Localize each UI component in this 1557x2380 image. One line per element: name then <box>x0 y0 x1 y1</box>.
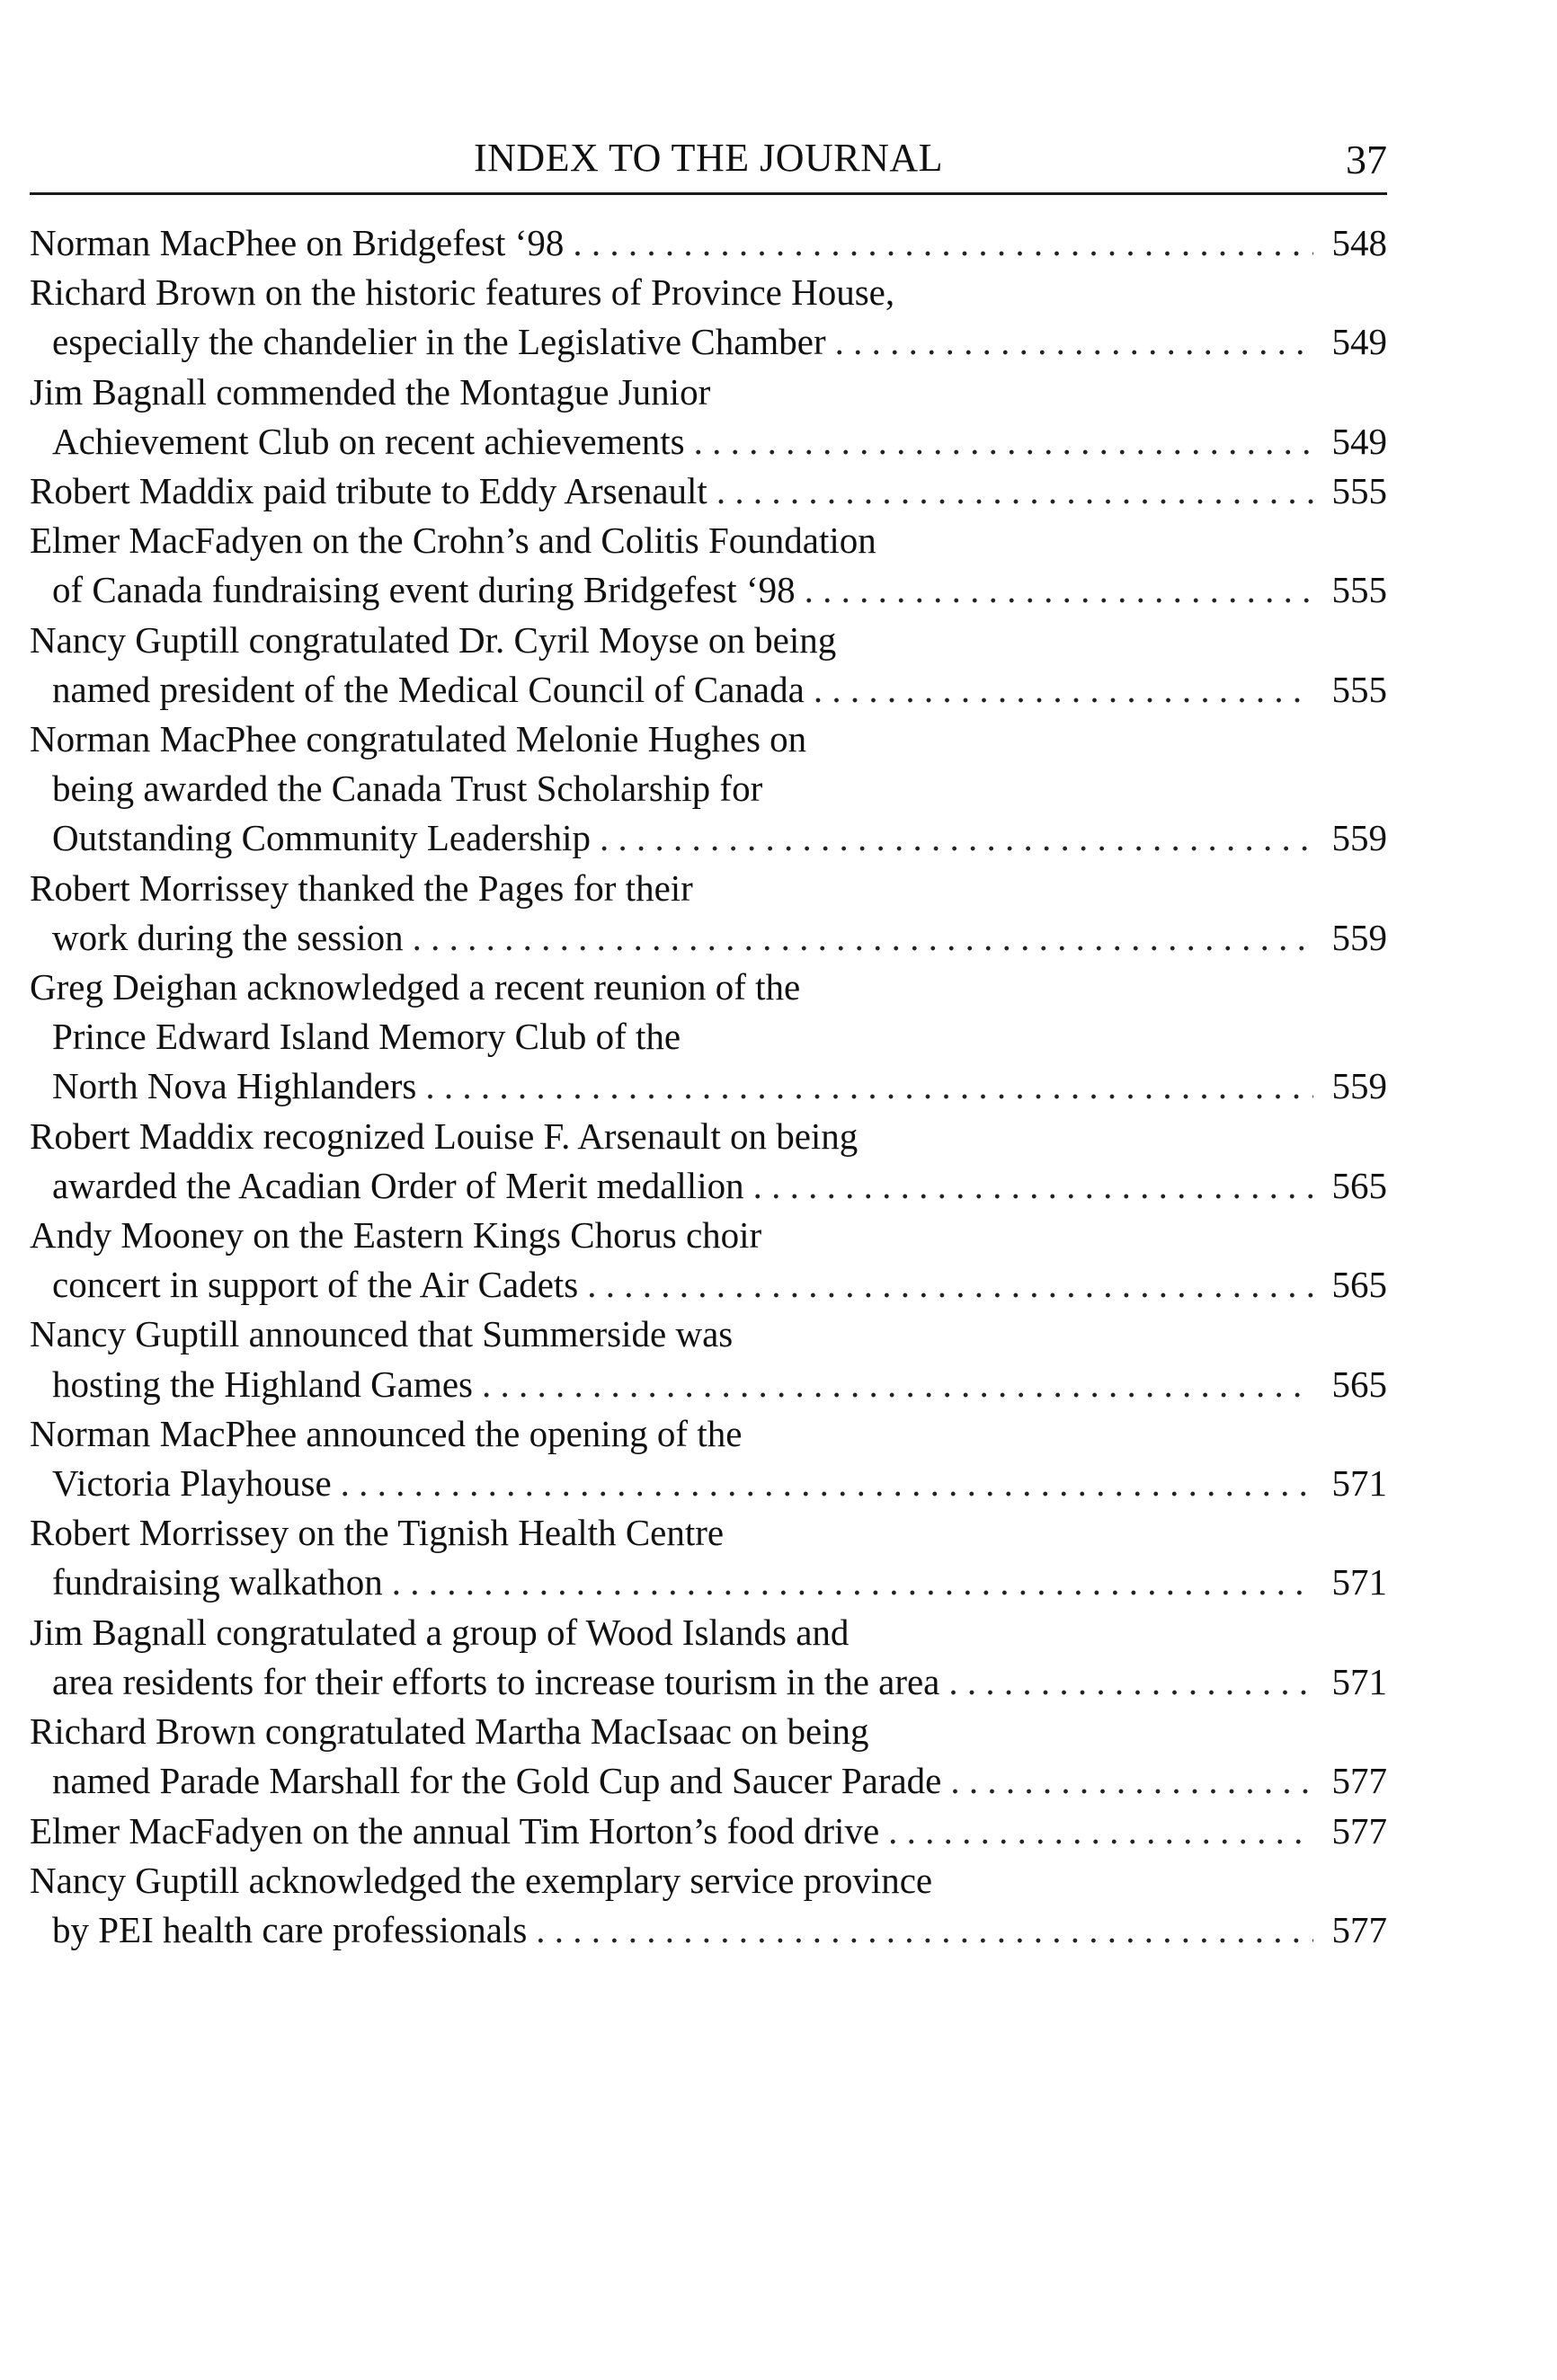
entry-continuation-line <box>30 1012 1387 1061</box>
entry-continuation-line <box>30 565 1387 615</box>
dot-leader <box>536 1905 1313 1955</box>
entry-page-number: 571 <box>1331 1561 1387 1603</box>
entry-continuation-line <box>30 1360 1387 1409</box>
entry-text: fundraising walkathon <box>52 1561 383 1603</box>
entry-continuation-line <box>30 665 1387 715</box>
dot-leader <box>413 913 1313 963</box>
index-entry <box>30 466 1387 516</box>
entry-continuation-line <box>30 913 1387 963</box>
index-entry <box>30 1707 1387 1806</box>
index-entry <box>30 516 1387 615</box>
entry-first-line <box>30 963 1387 1012</box>
entry-continuation-line <box>30 1558 1387 1607</box>
index-entry <box>30 616 1387 715</box>
dot-leader <box>805 565 1313 615</box>
entry-text: Robert Maddix paid tribute to Eddy Arsenault <box>30 470 707 512</box>
entry-first-line <box>30 864 1387 913</box>
index-entry <box>30 1409 1387 1508</box>
entry-first-line <box>30 1112 1387 1161</box>
entry-text: Prince Edward Island Memory Club of the <box>52 1016 681 1058</box>
dot-leader <box>694 417 1313 466</box>
dot-leader <box>835 317 1313 367</box>
dot-leader <box>573 218 1313 268</box>
index-entries <box>30 218 1387 1955</box>
dot-leader <box>948 1657 1313 1707</box>
entry-continuation-line <box>30 764 1387 813</box>
entry-first-line <box>30 466 1387 516</box>
dot-leader <box>950 1756 1313 1806</box>
page-number: 37 <box>1346 137 1387 182</box>
entry-first-line <box>30 1608 1387 1657</box>
dot-leader <box>341 1459 1313 1508</box>
entry-first-line <box>30 1409 1387 1459</box>
entry-page-number: 571 <box>1331 1462 1387 1505</box>
entry-first-line <box>30 368 1387 417</box>
entry-text: named president of the Medical Council of Canada <box>52 668 805 710</box>
entry-text: Robert Morrissey thanked the Pages for their <box>30 866 693 909</box>
entry-text: Robert Maddix recognized Louise F. Arsenault on being <box>30 1115 859 1157</box>
entry-page-number: 548 <box>1331 222 1387 263</box>
entry-text: Richard Brown on the historic features of Province House, <box>30 271 895 314</box>
entry-first-line <box>30 1310 1387 1359</box>
entry-first-line <box>30 1856 1387 1905</box>
entry-first-line <box>30 1508 1387 1558</box>
entry-text: Outstanding Community Leadership <box>52 817 591 859</box>
entry-page-number: 577 <box>1331 1760 1387 1802</box>
entry-first-line <box>30 516 1387 565</box>
dot-leader <box>392 1558 1313 1607</box>
entry-text: Andy Mooney on the Eastern Kings Chorus choir <box>30 1214 762 1257</box>
entry-text: area residents for their efforts to increase tourism in the area <box>52 1660 940 1702</box>
index-entry <box>30 368 1387 466</box>
entry-text: Victoria Playhouse <box>52 1462 332 1505</box>
entry-text: work during the session <box>52 916 404 958</box>
index-entry <box>30 268 1387 367</box>
entry-text: Nancy Guptill acknowledged the exemplary service province <box>30 1859 933 1901</box>
entry-continuation-line <box>30 1756 1387 1806</box>
entry-page-number: 577 <box>1331 1908 1387 1950</box>
entry-first-line <box>30 1211 1387 1260</box>
dot-leader <box>716 466 1313 516</box>
index-entry <box>30 1807 1387 1856</box>
entry-page-number: 565 <box>1331 1363 1387 1405</box>
entry-text: especially the chandelier in the Legislative Chamber <box>52 321 826 363</box>
entry-first-line <box>30 1807 1387 1856</box>
entry-continuation-line <box>30 1260 1387 1310</box>
entry-text: Elmer MacFadyen on the Crohn’s and Colitis Foundation <box>30 520 876 562</box>
index-entry <box>30 963 1387 1112</box>
dot-leader <box>814 665 1313 715</box>
entry-text: by PEI health care professionals <box>52 1908 528 1950</box>
entry-page-number: 571 <box>1331 1660 1387 1702</box>
page-header <box>30 135 1387 195</box>
dot-leader <box>482 1360 1313 1409</box>
entry-continuation-line <box>30 1459 1387 1508</box>
entry-text: named Parade Marshall for the Gold Cup and Saucer Parade <box>52 1760 942 1802</box>
entry-text: Nancy Guptill congratulated Dr. Cyril Moyse on being <box>30 618 837 661</box>
entry-page-number: 577 <box>1331 1809 1387 1852</box>
entry-text: Norman MacPhee on Bridgefest ‘98 <box>30 222 565 263</box>
entry-text: Achievement Club on recent achievements <box>52 420 685 462</box>
index-entry <box>30 1856 1387 1955</box>
entry-text: Richard Brown congratulated Martha MacIsaac on being <box>30 1710 869 1753</box>
dot-leader <box>425 1061 1313 1111</box>
page-title: INDEX TO THE JOURNAL <box>473 136 944 180</box>
entry-first-line <box>30 218 1387 268</box>
entry-continuation-line <box>30 317 1387 367</box>
entry-text: Jim Bagnall commended the Montague Junior <box>30 370 711 413</box>
entry-first-line <box>30 268 1387 317</box>
entry-page-number: 559 <box>1331 1065 1387 1107</box>
entry-continuation-line <box>30 1905 1387 1955</box>
dot-leader <box>587 1260 1313 1310</box>
entry-first-line <box>30 1707 1387 1756</box>
index-entry <box>30 1112 1387 1211</box>
entry-continuation-line <box>30 417 1387 466</box>
entry-text: Norman MacPhee announced the opening of the <box>30 1412 743 1454</box>
index-entry <box>30 715 1387 864</box>
index-entry <box>30 218 1387 268</box>
entry-page-number: 555 <box>1331 668 1387 710</box>
entry-text: of Canada fundraising event during Bridgefest ‘98 <box>52 569 796 611</box>
entry-text: concert in support of the Air Cadets <box>52 1264 579 1306</box>
entry-continuation-line <box>30 813 1387 863</box>
entry-page-number: 549 <box>1331 420 1387 462</box>
entry-text: being awarded the Canada Trust Scholarship for <box>52 768 763 810</box>
entry-page-number: 555 <box>1331 470 1387 512</box>
index-entry <box>30 1310 1387 1408</box>
dot-leader <box>888 1807 1313 1856</box>
dot-leader <box>600 813 1313 863</box>
entry-page-number: 559 <box>1331 916 1387 958</box>
entry-text: awarded the Acadian Order of Merit medallion <box>52 1164 744 1206</box>
entry-continuation-line <box>30 1061 1387 1111</box>
index-entry <box>30 1508 1387 1607</box>
journal-index-page <box>30 135 1387 1955</box>
entry-text: Greg Deighan acknowledged a recent reunion of the <box>30 966 801 1008</box>
entry-first-line <box>30 715 1387 764</box>
entry-page-number: 549 <box>1331 321 1387 363</box>
entry-continuation-line <box>30 1161 1387 1211</box>
entry-text: North Nova Highlanders <box>52 1065 417 1107</box>
entry-text: Norman MacPhee congratulated Melonie Hughes on <box>30 718 807 760</box>
index-entry <box>30 1211 1387 1310</box>
entry-text: Nancy Guptill announced that Summerside was <box>30 1313 734 1355</box>
entry-text: Robert Morrissey on the Tignish Health Centre <box>30 1512 725 1554</box>
dot-leader <box>753 1161 1313 1211</box>
entry-text: Elmer MacFadyen on the annual Tim Horton’s food drive <box>30 1809 880 1852</box>
entry-page-number: 565 <box>1331 1164 1387 1206</box>
entry-page-number: 565 <box>1331 1264 1387 1306</box>
entry-text: Jim Bagnall congratulated a group of Wood Islands and <box>30 1611 850 1653</box>
entry-first-line <box>30 616 1387 665</box>
entry-page-number: 559 <box>1331 817 1387 859</box>
entry-page-number: 555 <box>1331 569 1387 611</box>
index-entry <box>30 864 1387 963</box>
entry-continuation-line <box>30 1657 1387 1707</box>
index-entry <box>30 1608 1387 1707</box>
entry-text: hosting the Highland Games <box>52 1363 474 1405</box>
